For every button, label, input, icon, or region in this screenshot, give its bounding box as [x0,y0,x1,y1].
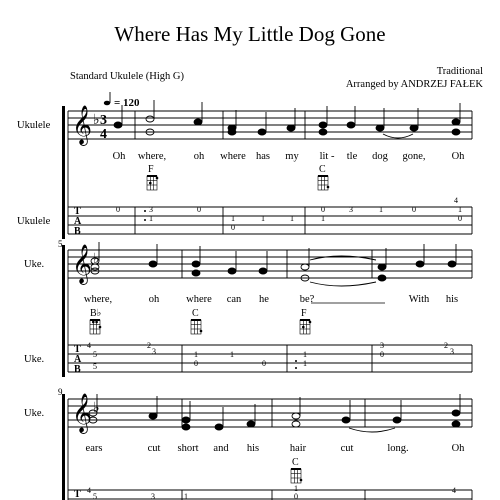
lyric-syllable: Oh [451,443,465,454]
instrument-label-staff: Ukulele [17,120,51,131]
tab-fret-number: 0 [294,492,298,500]
tab-fret-number: 4 [452,486,456,495]
tab-fret-number: 5 [93,350,97,359]
tuning-label: Standard Ukulele (High G) [70,71,185,82]
chord-diagram-icon [191,320,201,334]
chord-diagram-icon [300,320,310,334]
svg-text:A: A [74,216,82,227]
tab-fret-number: 1 [290,214,294,223]
lyric-syllable: lit - [319,151,335,162]
svg-text:B: B [74,226,81,237]
chord-diagram-icon [90,320,100,334]
chord-name: C [192,308,199,319]
lyric-syllable: long. [387,443,409,454]
tab-fret-number: 1 [458,205,462,214]
lyric-syllable: oh [193,151,205,162]
tab-fret-number: 1 [294,484,298,493]
lyric-syllable: has [256,151,270,162]
lyric-syllable: my [285,151,299,162]
tab-fret-number: 0 [321,205,325,214]
lyric-syllable: where, [137,151,167,162]
lyric-syllable: Oh [451,151,465,162]
tab-fret-number: 3 [152,347,156,356]
chord-diagram-icon [291,469,301,483]
instrument-label-tab: Ukulele [17,216,51,227]
tab-fret-number: 1 [303,359,307,368]
lyric-syllable: dog [372,151,388,162]
lyric-syllable: and [213,443,229,454]
tab-fret-number: 0 [262,359,266,368]
chord-name: F [148,164,154,175]
instrument-label-tab: Uke. [24,354,45,365]
lyric-syllable: Oh [112,151,126,162]
lyric-syllable: With [408,294,430,305]
instrument-label-staff: Uke. [24,408,45,419]
chord-name: C [292,457,299,468]
score-title: Where Has My Little Dog Gone [114,22,386,46]
lyric-syllable: where [186,294,212,305]
treble-clef-icon: 𝄞 [72,395,93,432]
lyric-syllable: where, [83,294,113,305]
svg-text:A: A [74,354,82,365]
time-signature [100,113,107,142]
tab-fret-number: 1 [194,350,198,359]
lyric-syllable: cut [147,443,161,454]
instrument-label-staff: Uke. [24,259,45,270]
tab-fret-number: 1 [261,214,265,223]
tab-fret-number: 4 [87,486,91,495]
lyric-syllable: can [226,294,242,305]
tab-fret-number: 1 [231,214,235,223]
chord-diagram-icon [147,176,157,190]
svg-text:T: T [74,489,81,500]
tab-fret-number: 5 [93,492,97,500]
lyric-syllable: gone, [402,151,426,162]
chord-name: B♭ [90,308,102,319]
chord-diagram-icon [318,176,328,190]
tab-fret-number: 1 [230,350,234,359]
tab-fret-number: 4 [87,341,91,350]
flat-key-icon: ♭ [93,113,100,128]
tab-fret-number: 0 [197,205,201,214]
svg-text:4: 4 [100,127,107,142]
tab-fret-number: 1 [184,492,188,500]
lyric-syllable: he [259,294,269,305]
tab-fret-number: 3 [450,347,454,356]
measure-number: 9 [58,387,63,397]
tab-fret-number: 1 [149,214,153,223]
svg-text:B: B [74,364,81,375]
lyric-syllable: cut [340,443,354,454]
lyric-syllable: ears [85,443,103,454]
lyric-syllable: tle [346,151,358,162]
treble-clef-icon: 𝄞 [72,246,93,283]
arranger-credit: Arranged by ANDRZEJ FAŁEK [345,79,483,90]
lyric-syllable: his [445,294,459,305]
lyric-syllable: short [177,443,199,454]
tab-fret-number: 0 [194,359,198,368]
treble-clef-icon: 𝄞 [72,107,93,144]
notes-system-2 [91,242,459,305]
tab-fret-number: 0 [412,205,416,214]
composer-credit: Traditional [436,66,483,77]
flat-key-icon: ♭ [93,401,100,416]
tab-fret-number: 2 [444,341,448,350]
lyric-syllable: hair [289,443,307,454]
tab-fret-number: 0 [458,214,462,223]
tab-fret-number: 1 [379,205,383,214]
tab-fret-number: 0 [116,205,120,214]
tab-fret-number: 3 [149,205,153,214]
tab-fret-number: 2 [147,341,151,350]
chord-name: F [301,308,307,319]
svg-text:= 120: = 120 [114,97,140,109]
svg-text:T: T [74,206,81,217]
lyric-syllable: where [220,151,246,162]
tab-fret-number: 3 [151,492,155,500]
tab-fret-number: 0 [380,350,384,359]
tab-fret-number: 5 [93,362,97,371]
lyric-syllable: be? [299,294,315,305]
tab-fret-number: 1 [303,350,307,359]
flat-key-icon: ♭ [93,252,100,267]
tab-fret-number: 0 [231,223,235,232]
lyric-syllable: oh [148,294,160,305]
tab-fret-number: 3 [380,341,384,350]
measure-number: 5 [58,239,63,249]
tab-fret-number: 4 [454,196,458,205]
svg-text:3: 3 [100,113,107,128]
chord-name: C [319,164,326,175]
lyric-syllable: his [246,443,260,454]
tab-fret-number: 3 [349,205,353,214]
svg-text:T: T [74,344,81,355]
tab-fret-number: 1 [321,214,325,223]
